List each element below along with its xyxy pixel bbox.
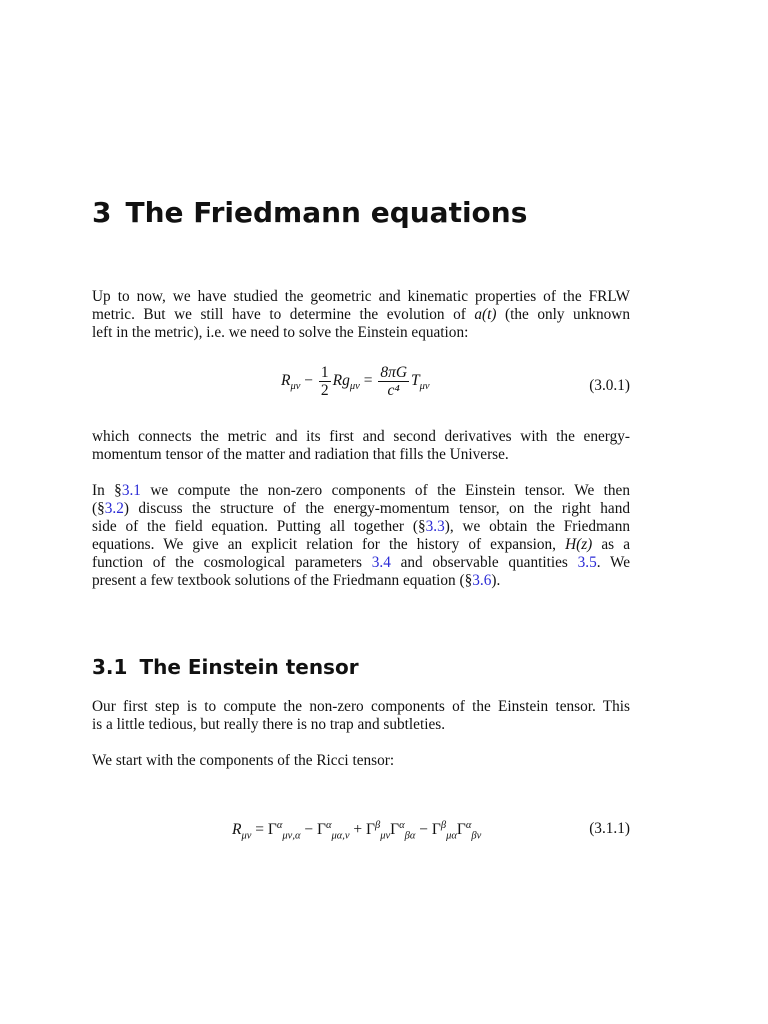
- link-section-3-2[interactable]: 3.2: [104, 500, 124, 517]
- ricci-tensor-equation: [232, 820, 481, 841]
- equation-3-1-1: [92, 816, 630, 860]
- overview-text: equations. We give an explicit relation for the history of expansion,: [92, 536, 566, 553]
- link-section-3-5[interactable]: 3.5: [577, 554, 597, 571]
- link-section-3-3[interactable]: 3.3: [425, 518, 445, 535]
- eq-operator: −: [300, 821, 317, 839]
- eq-symbol: Rg: [332, 372, 350, 390]
- overview-line-2: [92, 500, 630, 518]
- eq-operator: =: [251, 821, 268, 839]
- eq-subscript: μν: [349, 381, 360, 393]
- christoffel-symbol: Γ: [456, 821, 466, 839]
- fraction-half: [319, 364, 331, 399]
- fraction-denominator: c⁴: [378, 381, 409, 399]
- equation-3-0-1: [92, 364, 630, 408]
- intro-text: (the only unknown: [496, 306, 630, 323]
- overview-text: (§: [92, 500, 105, 517]
- overview-text: ) discuss the structure of the energy-momentum tensor, on the right hand: [123, 500, 630, 517]
- connects-line-1: which connects the metric and its first and second derivatives with the energy-: [92, 428, 630, 445]
- christoffel-symbol: Γ: [316, 821, 326, 839]
- eq-operator: =: [359, 372, 377, 390]
- eq-superscript: α: [325, 820, 332, 831]
- eq-subscript: μν: [290, 381, 301, 393]
- eq-subscript: μα,ν: [331, 830, 350, 842]
- overview-paragraph: [92, 482, 630, 590]
- first-step-paragraph: [92, 698, 630, 734]
- overview-text: present a few textbook solutions of the Friedmann equation (§: [92, 572, 473, 589]
- eq-subscript: μν,α: [282, 830, 301, 842]
- intro-line-2: [92, 306, 630, 324]
- link-section-3-6[interactable]: 3.6: [472, 572, 492, 589]
- intro-text: metric. But we still have to determine the evolution of: [92, 306, 475, 323]
- overview-text: . We: [596, 554, 630, 571]
- overview-text: ), we obtain the Friedmann: [444, 518, 631, 535]
- overview-text: In §: [92, 482, 122, 499]
- hubble-math: H(z): [565, 536, 593, 553]
- eq-symbol: T: [411, 372, 420, 390]
- ricci-paragraph: [92, 752, 630, 770]
- overview-line-6: [92, 572, 630, 590]
- christoffel-symbol: Γ: [390, 821, 400, 839]
- equation-number: (3.0.1): [589, 377, 630, 394]
- intro-line-1: Up to now, we have studied the geometric and kinematic properties of the FRLW: [92, 288, 630, 305]
- overview-line-3: [92, 518, 630, 536]
- eq-superscript: β: [440, 820, 447, 831]
- overview-line-1: [92, 482, 630, 500]
- eq-subscript: μν: [241, 830, 252, 842]
- overview-text: side of the field equation. Putting all together (§: [92, 518, 426, 535]
- scale-factor-math: a(t): [474, 306, 497, 323]
- section-title: [92, 655, 359, 679]
- link-section-3-1[interactable]: 3.1: [121, 482, 141, 499]
- eq-superscript: α: [465, 820, 472, 831]
- ricci-line-1: We start with the components of the Ricci tensor:: [92, 752, 395, 769]
- chapter-title: [92, 196, 630, 229]
- christoffel-symbol: Γ: [366, 821, 375, 839]
- overview-text: function of the cosmological parameters: [92, 554, 372, 571]
- intro-line-3: left in the metric), i.e. we need to solve the Einstein equation:: [92, 324, 469, 341]
- einstein-equation: [281, 364, 430, 399]
- eq-operator: −: [415, 821, 432, 839]
- eq-subscript: μν: [419, 381, 430, 393]
- eq-superscript: α: [399, 820, 405, 831]
- fraction-denominator: 2: [320, 382, 329, 399]
- eq-subscript: μα: [446, 830, 457, 842]
- connects-line-2: momentum tensor of the matter and radiation that fills the Universe.: [92, 446, 509, 463]
- eq-subscript: βα: [404, 830, 416, 842]
- section-number: 3.1: [92, 655, 128, 679]
- fraction-coupling: [378, 364, 409, 399]
- christoffel-symbol: Γ: [431, 821, 441, 839]
- overview-text: ).: [491, 572, 501, 589]
- eq-symbol: R: [281, 372, 291, 390]
- eq-superscript: α: [276, 820, 283, 831]
- chapter-title-text: The Friedmann equations: [125, 196, 528, 229]
- overview-text: as a: [592, 536, 630, 553]
- eq-subscript: μν: [380, 830, 391, 842]
- eq-operator: −: [300, 372, 317, 390]
- equation-number: (3.1.1): [589, 820, 630, 837]
- christoffel-symbol: Γ: [267, 821, 277, 839]
- first-step-line-1: Our first step is to compute the non-zero components of the Einstein tensor. This: [92, 698, 630, 715]
- section-title-text: The Einstein tensor: [139, 655, 359, 679]
- first-step-line-2: is a little tedious, but really there is no trap and subtleties.: [92, 716, 446, 733]
- intro-paragraph: [92, 288, 630, 342]
- fraction-numerator: 8πG: [380, 364, 408, 381]
- overview-line-5: [92, 554, 630, 572]
- eq-operator: +: [349, 821, 367, 839]
- fraction-numerator: 1: [320, 364, 329, 381]
- chapter-number: 3: [92, 196, 112, 229]
- eq-superscript: β: [375, 820, 381, 831]
- connects-paragraph: [92, 428, 630, 464]
- link-section-3-4[interactable]: 3.4: [371, 554, 391, 571]
- overview-line-4: [92, 536, 630, 554]
- eq-symbol: R: [232, 821, 242, 839]
- overview-text: and observable quantities: [390, 554, 578, 571]
- overview-text: we compute the non-zero components of the Einstein tensor. We then: [140, 482, 630, 499]
- eq-subscript: βν: [471, 830, 482, 842]
